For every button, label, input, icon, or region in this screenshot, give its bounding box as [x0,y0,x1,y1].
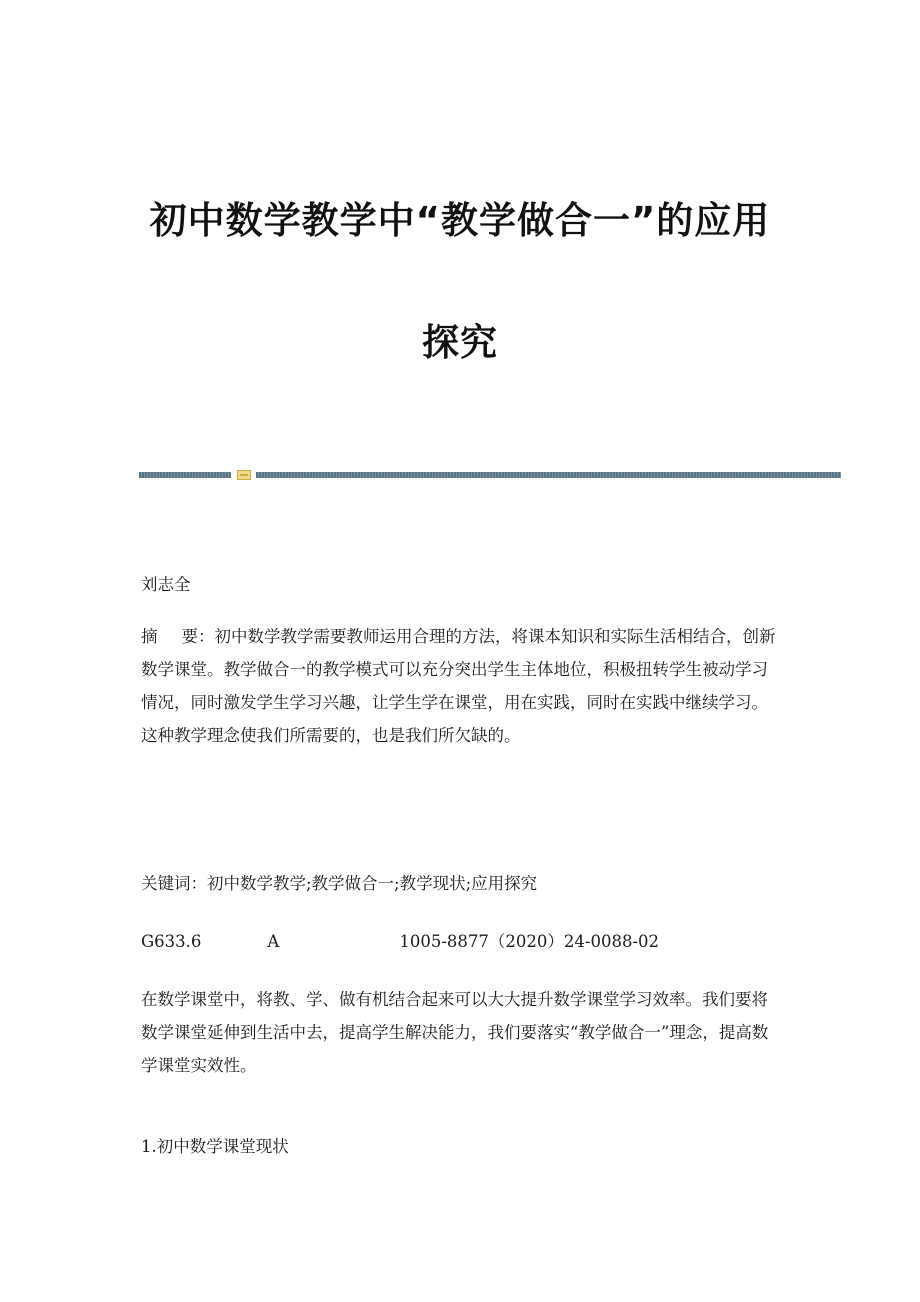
document-code: A [267,932,280,951]
section-heading: 1.初中数学课堂现状 [141,1137,289,1156]
abstract-label-part1: 摘 [141,627,158,646]
divider-bar-right [256,472,841,478]
classification-line [141,925,781,958]
abstract-paragraph [141,620,781,752]
intro-paragraph: 在数学课堂中，将教、学、做有机结合起来可以大大提升数学课堂学习效率。我们要将数学课堂延伸到生活中去，提高学生解决能力，我们要落实“教学做合一”理念，提高数学课堂实效性。 [141,990,769,1075]
clc-number: G633.6 [141,932,202,951]
divider-emblem-icon [237,470,251,480]
article-id: 1005-8877（2020）24-0088-02 [399,932,660,951]
keywords-line: 关键词：初中数学教学;教学做合一;教学现状;应用探究 [141,874,538,893]
author-name: 刘志全 [141,575,191,594]
divider-bar-left [139,472,231,478]
document-title-line-1: 初中数学教学中“教学做合一”的应用 [149,199,771,242]
abstract-label-part2: 要： [181,627,215,646]
abstract-text: 初中数学教学需要教师运用合理的方法，将课本知识和实际生活相结合，创新数学课堂。教学做合一的教学模式可以充分突出学生主体地位，积极扭转学生被动学习情况，同时激发学生学习兴趣，让学生学在课堂，用在实践，同时在实践中继续学习。这种教学理念使我们所需要的，也是我们所欠缺的。 [141,627,776,745]
title-divider [139,470,841,480]
document-title-line-2: 探究 [422,321,498,364]
